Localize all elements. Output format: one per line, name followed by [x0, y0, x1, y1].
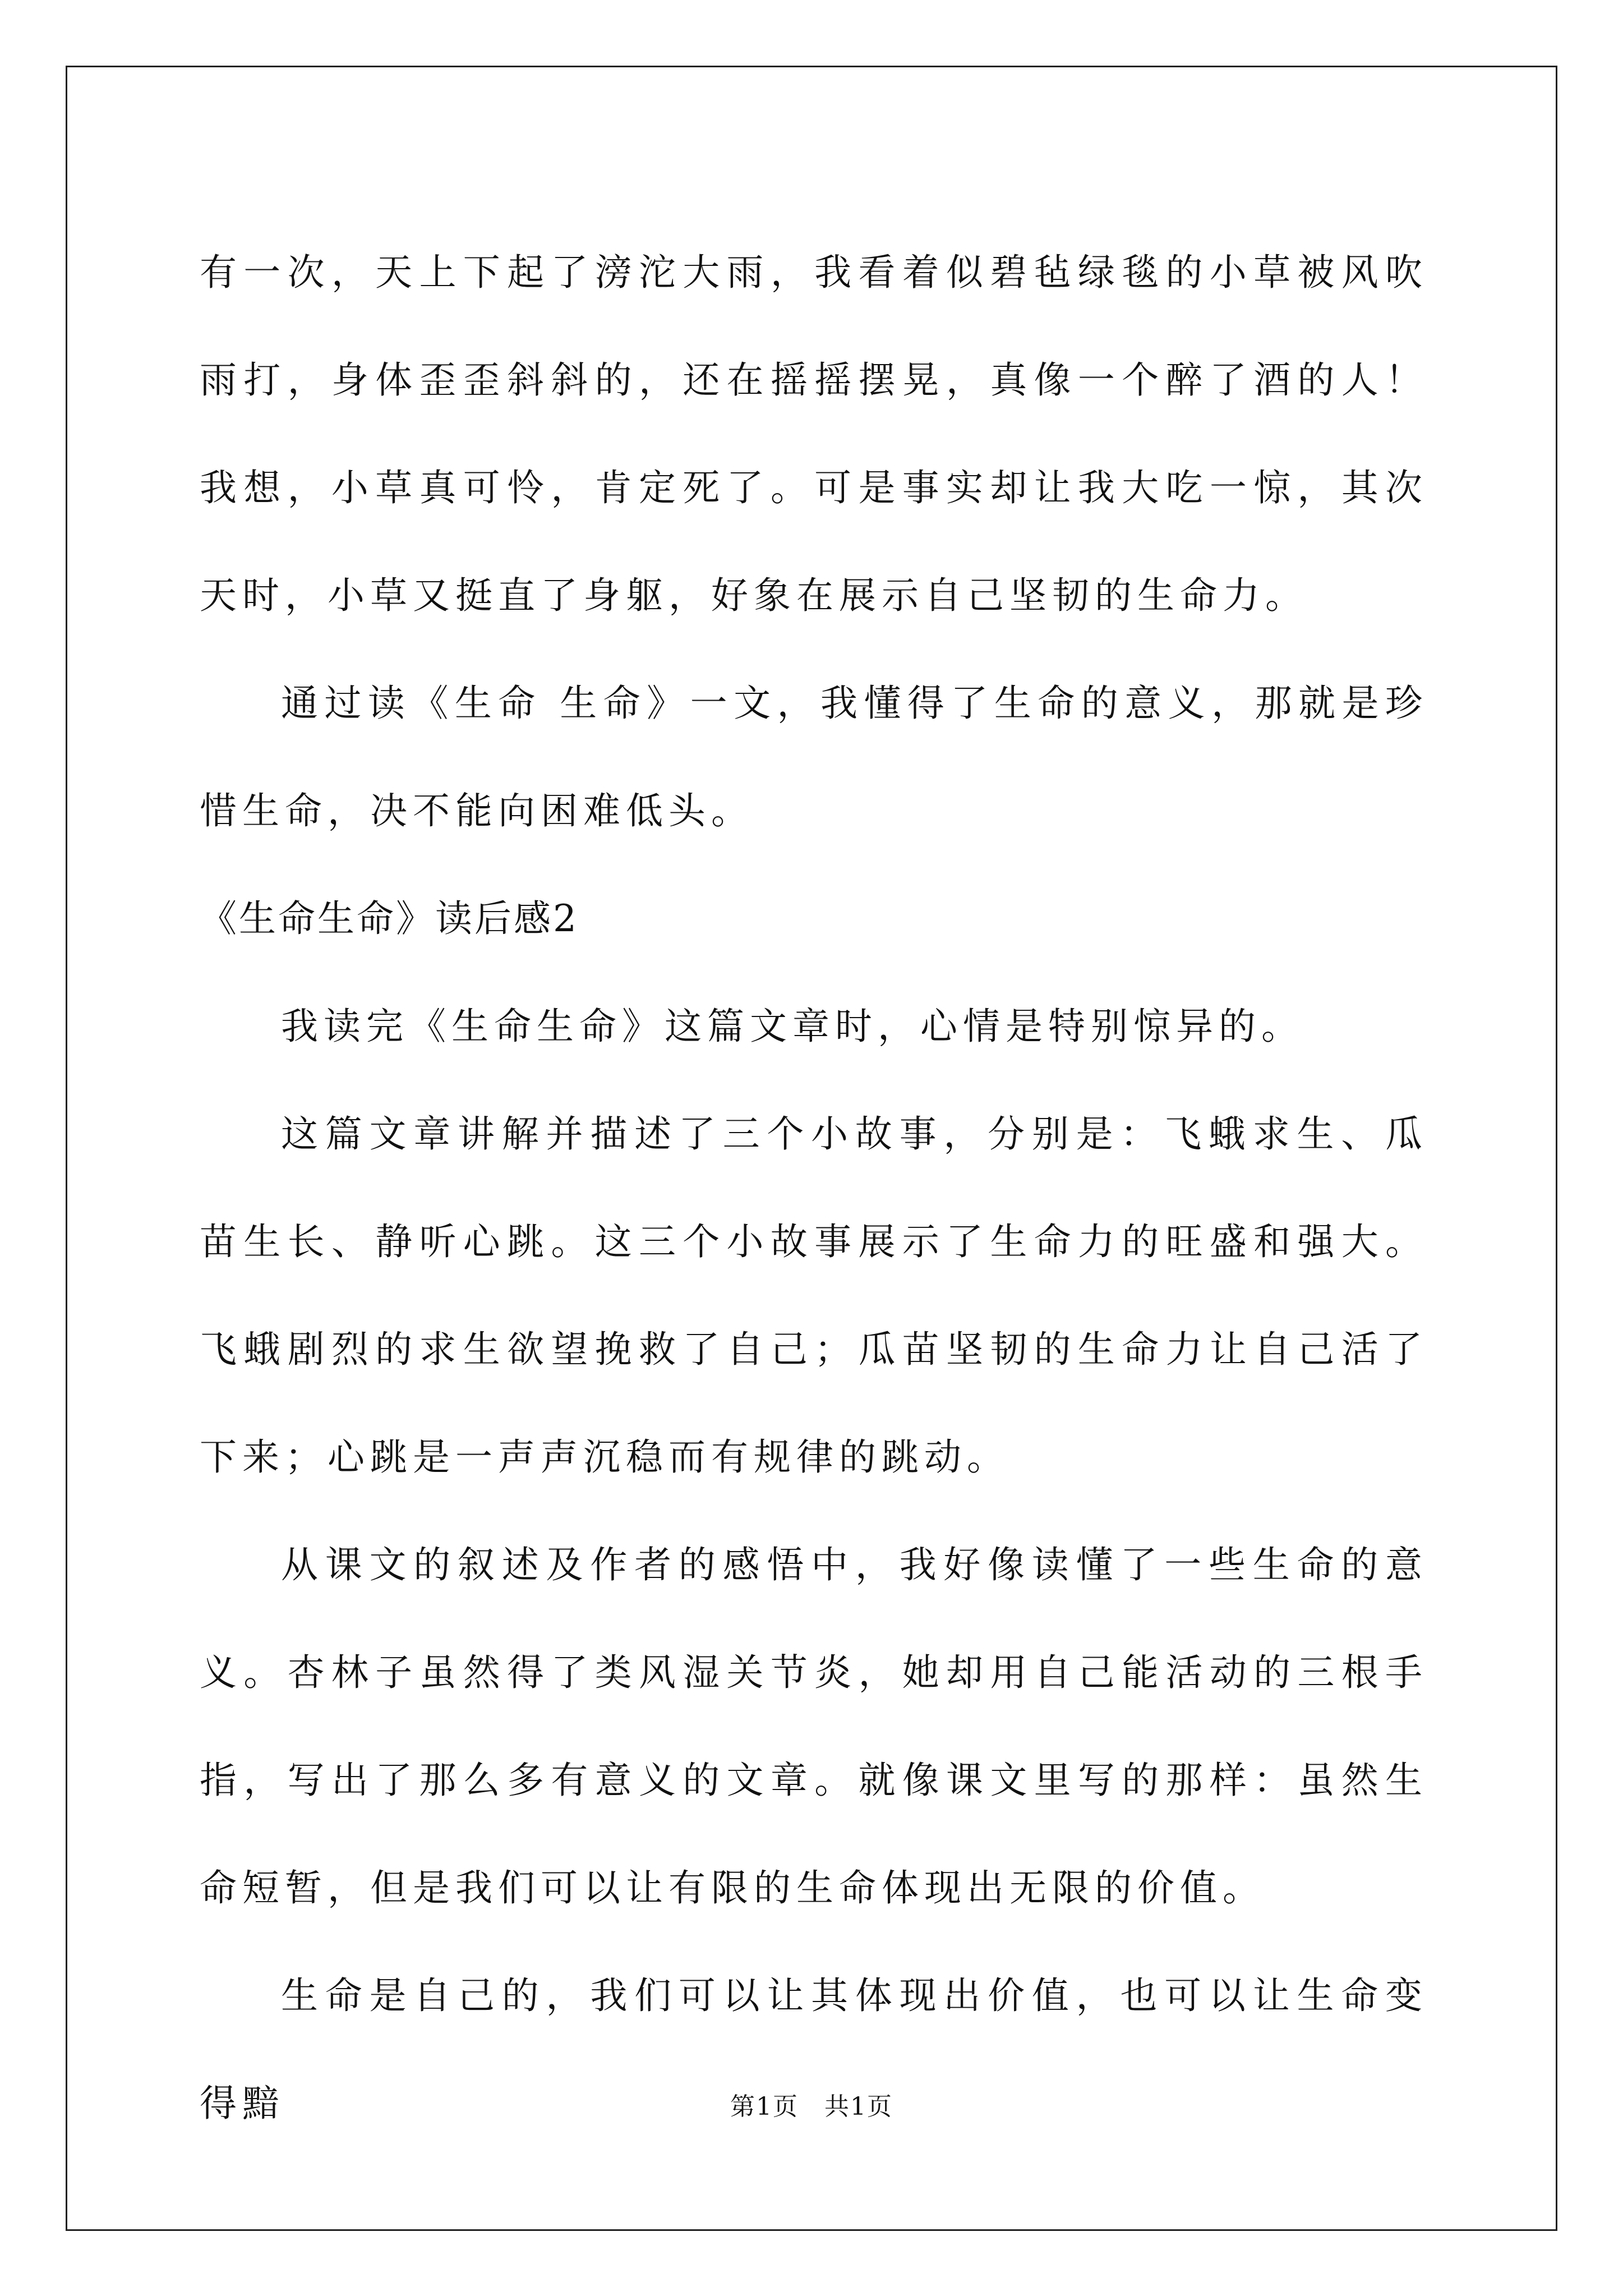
paragraph: 从课文的叙述及作者的感悟中，我好像读懂了一些生命的意义。杏林子虽然得了类风湿关节炎，她却用自己能活动的三根手指，写出了那么多有意义的文章。就像课文里写的那样：虽然生命短暂，但是我们可以让有限的生命体现出无限的价值。: [200, 1543, 1428, 1910]
section-title: 《生命生命》读后感2: [200, 897, 579, 940]
paragraph: 有一次，天上下起了滂沱大雨，我看着似碧毡绿毯的小草被风吹雨打，身体歪歪斜斜的，还在摇摇摆晃，真像一个醉了酒的人！我想，小草真可怜，肯定死了。可是事实却让我大吃一惊，其次天时，小草又挺直了身躯，好象在展示自己坚韧的生命力。: [200, 251, 1428, 617]
paragraph: 通过读《生命 生命》一文，我懂得了生命的意义，那就是珍惜生命，决不能向困难低头。: [200, 682, 1428, 832]
paragraph: 这篇文章讲解并描述了三个小故事，分别是：飞蛾求生、瓜苗生长、静听心跳。这三个小故事展示了生命力的旺盛和强大。飞蛾剧烈的求生欲望挽救了自己；瓜苗坚韧的生命力让自己活了下来；心跳是一声声沉稳而有规律的跳动。: [200, 1112, 1428, 1479]
paragraph: 生命是自己的，我们可以让其体现出价值，也可以让生命变得黯: [200, 1974, 1428, 2125]
paragraph: 我读完《生命生命》这篇文章时，心情是特别惊异的。: [281, 1005, 1304, 1048]
document-body: [200, 219, 1428, 2157]
page-number-footer: 第1页 共1页: [730, 2092, 893, 2121]
